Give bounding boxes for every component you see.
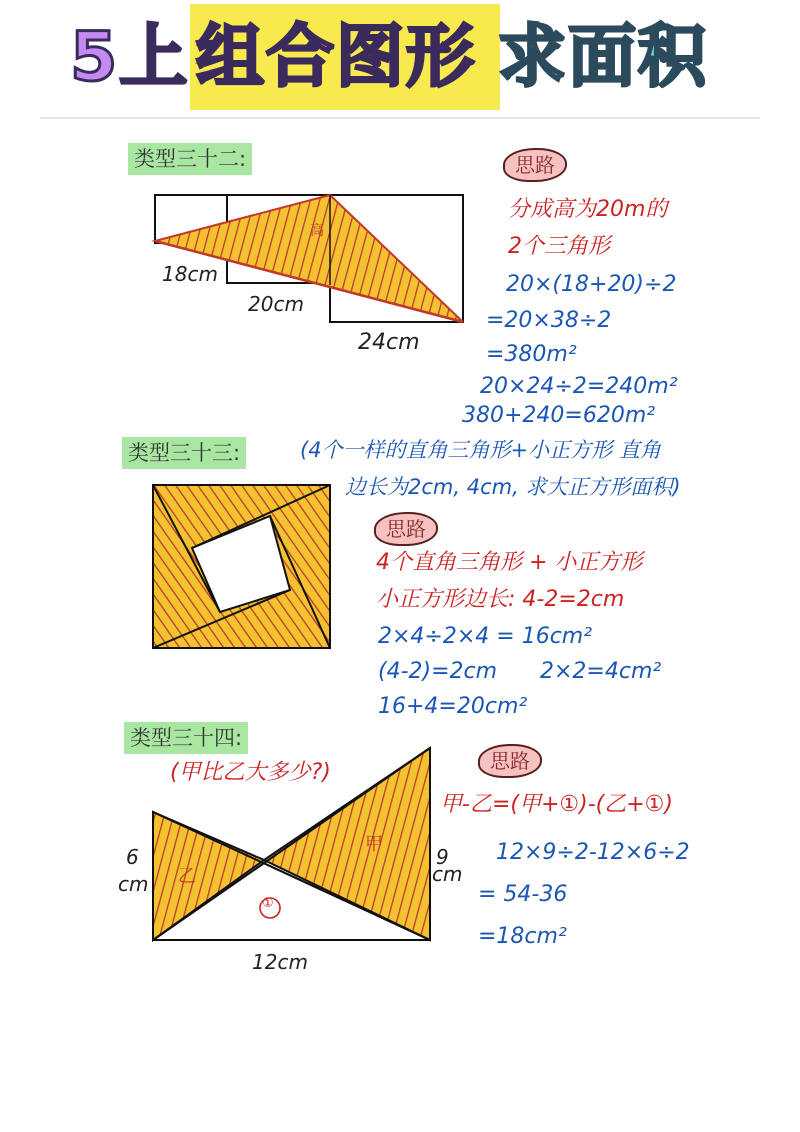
s3-calc-3: =18cm² (478, 924, 567, 949)
s2-calc-4: 16+4=20cm² (378, 694, 528, 719)
s1-calc-5: 380+240=620m² (462, 403, 656, 428)
section3-label: 类型三十四: (124, 722, 248, 754)
s3-yi-label: 乙 (178, 866, 196, 887)
s1-dim-18: 18cm (162, 262, 218, 286)
s1-calc-2: =20×38÷2 (486, 308, 612, 333)
s3-think-badge: 思路 (478, 744, 542, 778)
s3-calc-2: = 54-36 (478, 882, 568, 907)
title-part-grade: 5上 (70, 18, 190, 97)
s1-height-mark: 高 (310, 223, 324, 239)
title-part-task: 求面积 (498, 18, 709, 97)
s2-calc-3: 2×2=4cm² (540, 659, 662, 684)
s3-right-unit: cm (432, 862, 463, 886)
s2-desc-1: (4个一样的直角三角形+小正方形 直角 (300, 438, 661, 462)
s2-line-1: 4个直角三角形 + 小正方形 (376, 550, 643, 575)
s1-calc-3: =380m² (486, 342, 577, 367)
s3-question: (甲比乙大多少?) (170, 760, 331, 785)
s3-left-height: 6 (126, 845, 139, 869)
s1-line-1: 分成高为20m的 (508, 197, 668, 222)
s1-calc-1: 20×(18+20)÷2 (506, 272, 677, 297)
s3-left-unit: cm (118, 872, 149, 896)
s1-line-2: 2个三角形 (508, 234, 610, 259)
s1-dim-20: 20cm (248, 292, 304, 316)
s3-one-label: ① (262, 896, 274, 911)
s3-calc-1: 12×9÷2-12×6÷2 (496, 840, 690, 865)
s2-line-2: 小正方形边长: 4-2=2cm (376, 587, 625, 612)
s1-calc-4: 20×24÷2=240m² (480, 374, 678, 399)
s3-triangle-jia (264, 748, 430, 940)
s3-jia-label: 甲 (365, 834, 383, 855)
s3-base-length: 12cm (252, 950, 308, 974)
s2-calc-1: 2×4÷2×4 = 16cm² (378, 624, 593, 649)
s3-triangle-yi (153, 812, 264, 940)
s2-desc-2: 边长为2cm, 4cm, 求大正方形面积) (345, 475, 681, 499)
section2-label: 类型三十三: (122, 437, 246, 469)
section1-label: 类型三十二: (128, 143, 252, 175)
title-part-topic: 组合图形 (196, 18, 477, 97)
s1-think-badge: 思路 (503, 148, 567, 182)
s1-dim-24: 24cm (358, 330, 420, 355)
s3-formula: 甲-乙=(甲+①)-(乙+①) (440, 792, 673, 817)
s2-think-badge: 思路 (374, 512, 438, 546)
s2-calc-2: (4-2)=2cm (378, 659, 498, 684)
s3-right-height: 9 (436, 845, 449, 869)
